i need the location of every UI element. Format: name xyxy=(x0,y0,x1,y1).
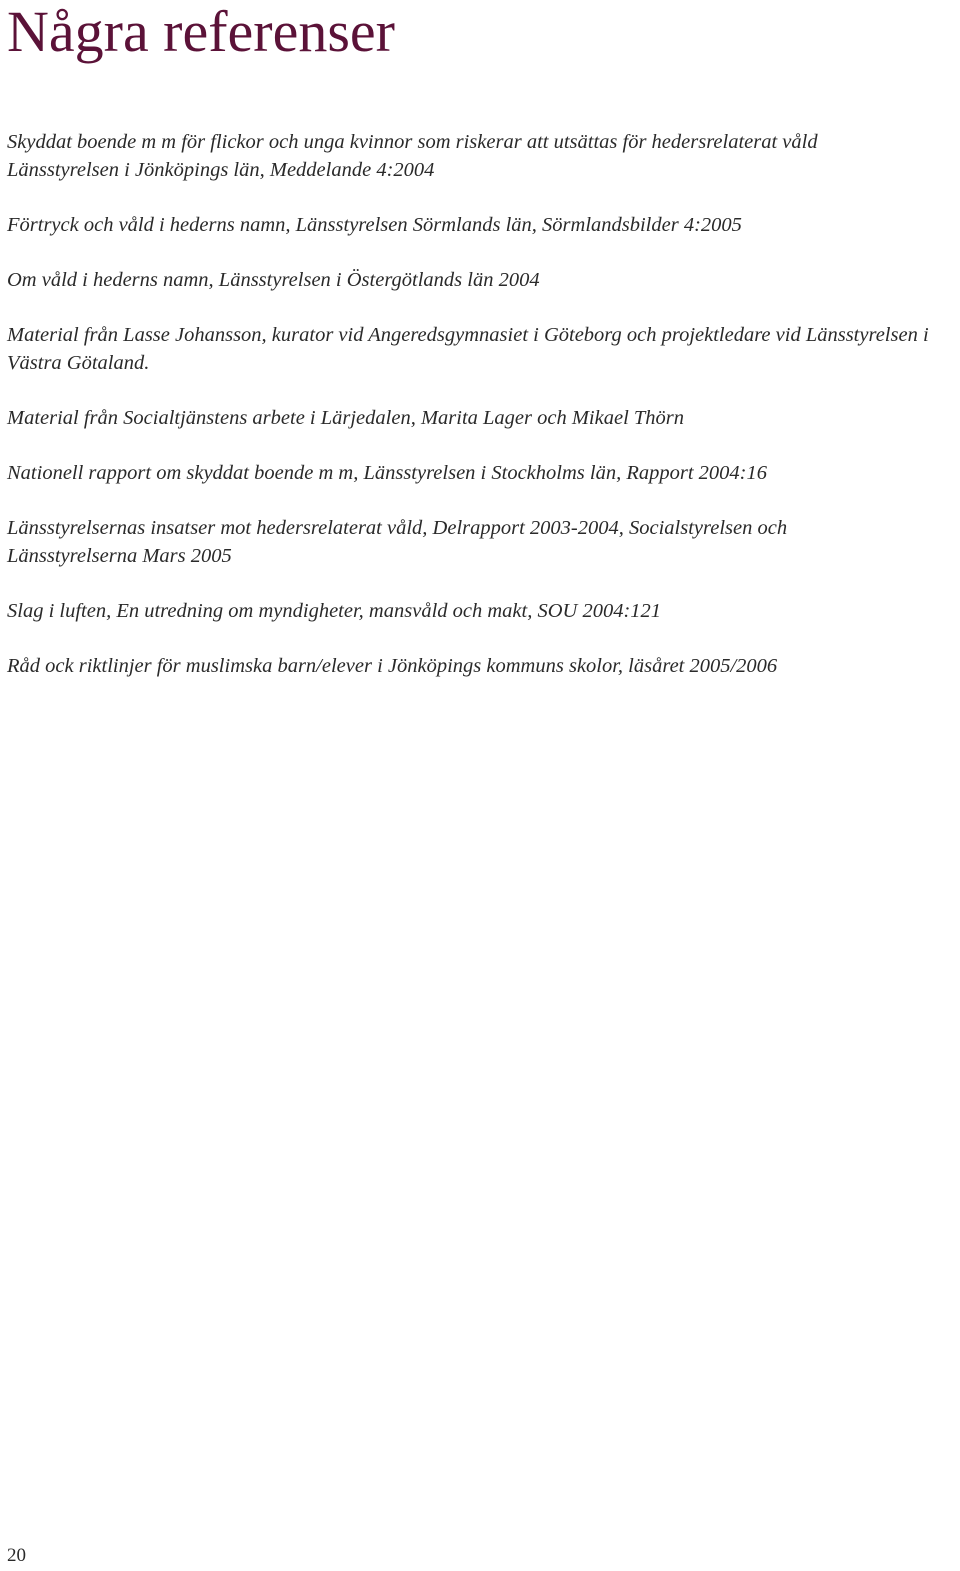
reference-item: Slag i luften, En utredning om myndigheter, mansvåld och makt, SOU 2004:121 xyxy=(7,600,662,622)
reference-item: Skyddat boende m m för flickor och unga kvinnor som riskerar att utsättas för hedersrelaterat våld Länsstyrelsen i Jönköpings län, Meddelande 4:2004 xyxy=(7,131,818,181)
page-title: Några referenser xyxy=(7,0,395,64)
page-number: 20 xyxy=(7,1545,26,1566)
reference-item: Nationell rapport om skyddat boende m m, Länsstyrelsen i Stockholms län, Rapport 2004:16 xyxy=(7,462,767,484)
reference-item: Material från Socialtjänstens arbete i Lärjedalen, Marita Lager och Mikael Thörn xyxy=(7,407,685,429)
reference-item: Råd ock riktlinjer för muslimska barn/elever i Jönköpings kommuns skolor, läsåret 2005/2006 xyxy=(7,655,778,677)
reference-item: Länsstyrelsernas insatser mot hedersrelaterat våld, Delrapport 2003-2004, Socialstyrelsen och Länsstyrelserna Mars 2005 xyxy=(7,517,788,567)
reference-item: Material från Lasse Johansson, kurator vid Angeredsgymnasiet i Göteborg och projektledare vid Länsstyrelsen i Västra Götaland. xyxy=(7,324,929,374)
reference-item: Om våld i hederns namn, Länsstyrelsen i Östergötlands län 2004 xyxy=(7,269,540,291)
reference-item: Förtryck och våld i hederns namn, Länsstyrelsen Sörmlands län, Sörmlandsbilder 4:2005 xyxy=(7,214,742,236)
reference-list xyxy=(7,128,957,707)
